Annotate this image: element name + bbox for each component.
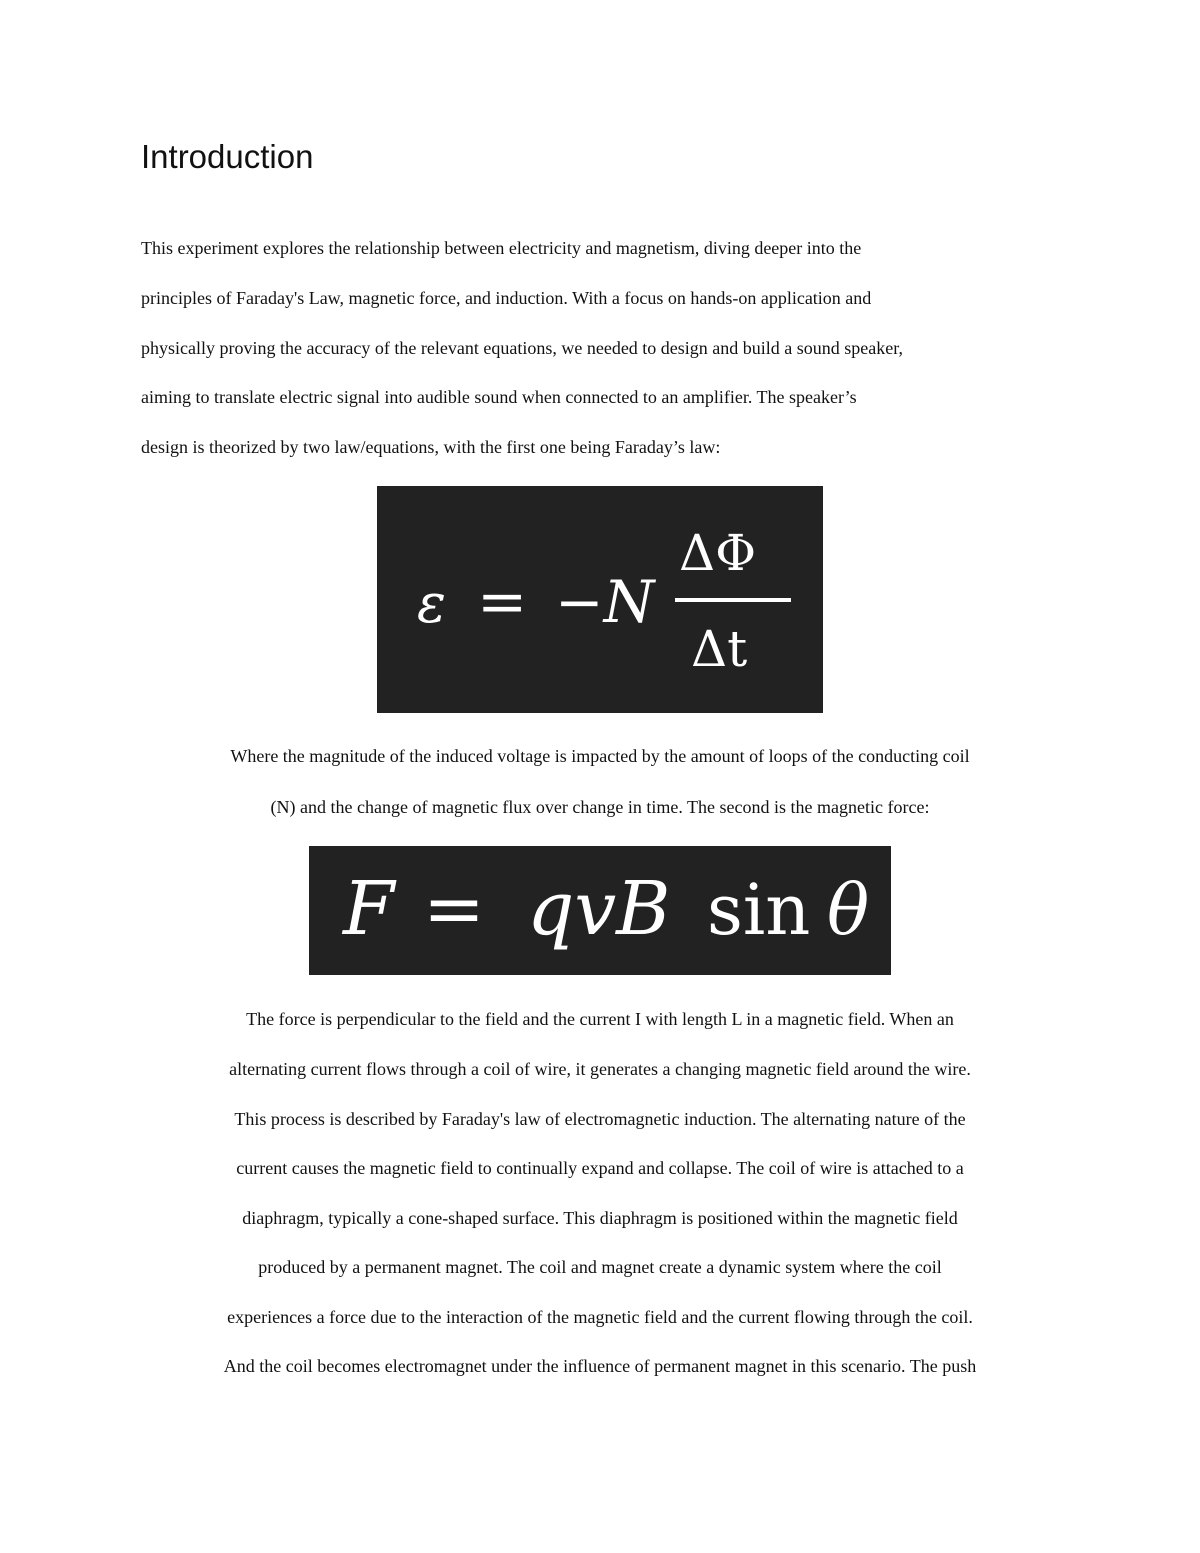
paragraph-line: aiming to translate electric signal into audible sound when connected to an amplifier. The speaker’s	[141, 387, 857, 407]
paragraph-line: And the coil becomes electromagnet under the influence of permanent magnet in this scenario. The push	[223, 1356, 977, 1376]
paragraph-line: This experiment explores the relationship between electricity and magnetism, diving deeper into the	[141, 238, 862, 258]
equation-minus-n: −N	[555, 568, 655, 636]
equation-equals: =	[423, 866, 486, 952]
equation-denominator: Δt	[691, 620, 748, 678]
equation-lhs: F	[343, 866, 395, 952]
paragraph-line: produced by a permanent magnet. The coil and magnet create a dynamic system where the coil	[258, 1257, 942, 1277]
paragraph-line: Where the magnitude of the induced voltage is impacted by the amount of loops of the conducting coil	[230, 746, 970, 766]
equation-equals: =	[477, 567, 528, 637]
equation-theta: θ	[827, 869, 870, 951]
paragraph-line: current causes the magnetic field to continually expand and collapse. The coil of wire is attached to a	[236, 1158, 964, 1178]
paragraph-line: physically proving the accuracy of the relevant equations, we needed to design and build a sound speaker,	[141, 338, 904, 358]
paragraph-line: diaphragm, typically a cone-shaped surface. This diaphragm is positioned within the magnetic field	[242, 1208, 958, 1228]
paragraph-line: principles of Faraday's Law, magnetic force, and induction. With a focus on hands-on application and	[141, 288, 872, 308]
paragraph-line: design is theorized by two law/equations, with the first one being Faraday’s law:	[141, 437, 721, 457]
paragraph-line: (N) and the change of magnetic flux over change in time. The second is the magnetic force:	[270, 797, 930, 817]
paragraph-line: The force is perpendicular to the field and the current I with length L in a magnetic field. When an	[246, 1009, 954, 1029]
magnetic-force-equation	[309, 846, 891, 975]
equation-sin: sin	[707, 869, 811, 951]
section-heading: Introduction	[141, 138, 314, 175]
paragraph-line: experiences a force due to the interaction of the magnetic field and the current flowing through the coil.	[227, 1307, 973, 1327]
paragraph-line: alternating current flows through a coil of wire, it generates a changing magnetic field around the wire.	[229, 1059, 971, 1079]
equation-numerator: ΔΦ	[679, 524, 757, 582]
equation-epsilon: ε	[417, 572, 446, 635]
paragraph-line: This process is described by Faraday's law of electromagnetic induction. The alternating nature of the	[234, 1109, 966, 1129]
fraction-bar	[675, 598, 791, 602]
equation-qvb: qvB	[527, 866, 671, 952]
faraday-law-equation	[377, 486, 823, 713]
